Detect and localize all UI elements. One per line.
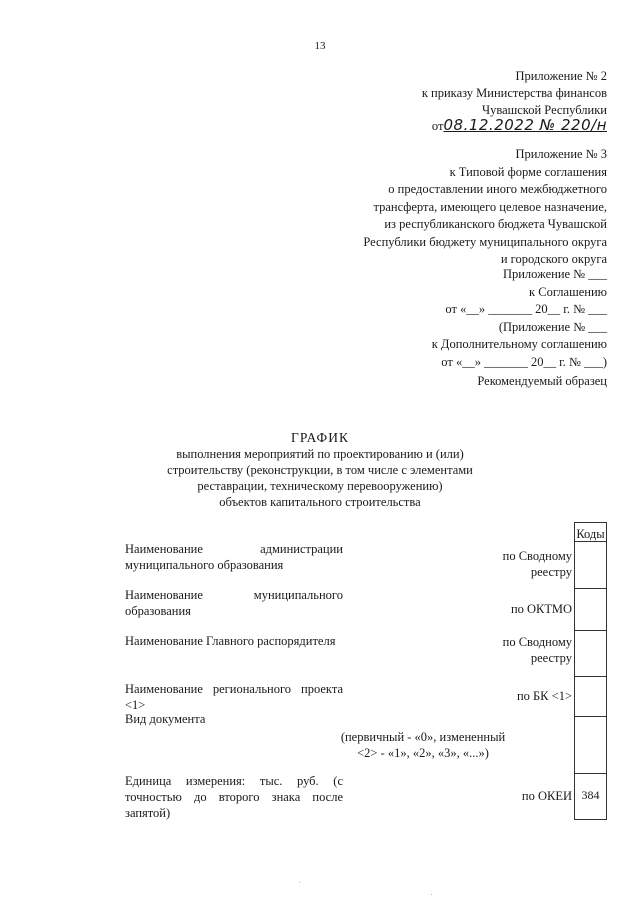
row-municipality-label: Наименование муниципального образования xyxy=(125,588,343,618)
codes-divider xyxy=(574,588,607,589)
order-date-prefix: от xyxy=(431,119,444,133)
codes-divider xyxy=(574,716,607,717)
order-republic-line: Чувашской Республики xyxy=(481,103,607,117)
codes-column xyxy=(574,522,607,820)
typical-form-appendix-block xyxy=(247,146,607,269)
scan-speck: · xyxy=(298,878,302,889)
row-unit-okei: по ОКЕИ xyxy=(521,789,572,803)
row-doctype-note: (первичный - «0», измененный <2> - «1», «2», «3», «...») xyxy=(340,730,506,760)
row-admin-registry: по Сводному реестру xyxy=(502,549,572,579)
typical-form-line-5: из республиканского бюджета Чувашской xyxy=(384,217,607,231)
typical-form-line-4: трансферта, имеющего целевое назначение, xyxy=(373,199,607,214)
title-line-2: строительству (реконструкции, в том числе с элементами xyxy=(167,463,473,477)
row-doctype-label: Вид документа xyxy=(125,712,206,726)
scan-speck: · xyxy=(430,890,434,901)
agreement-line-4: (Приложение № ___ xyxy=(498,319,607,334)
title-line-1: выполнения мероприятий по проектированию и (или) xyxy=(176,447,464,461)
typical-form-line-1: Приложение № 3 xyxy=(515,147,607,161)
order-appendix-block xyxy=(247,68,607,135)
codes-header: Коды xyxy=(576,527,605,541)
page-number: 13 xyxy=(314,40,326,52)
title-line-4: объектов капитального строительства xyxy=(219,495,421,509)
row-project-label: Наименование регионального проекта <1> xyxy=(125,682,343,712)
typical-form-line-6: Республики бюджету муниципального округа xyxy=(363,234,607,249)
order-appendix-title: Приложение № 2 xyxy=(515,69,607,83)
order-date-line xyxy=(247,117,607,135)
row-manager-registry: по Сводному реестру xyxy=(502,635,572,665)
agreement-line-5: к Дополнительному соглашению xyxy=(431,337,607,351)
agreement-line-6: от «__» _______ 20__ г. № ___) xyxy=(441,354,607,369)
agreement-line-3: от «__» _______ 20__ г. № ___ xyxy=(445,302,607,316)
typical-form-line-7: и городского округа xyxy=(500,252,607,266)
agreement-appendix-block xyxy=(247,266,607,371)
agreement-line-2: к Соглашению xyxy=(529,284,607,299)
codes-divider xyxy=(574,541,607,542)
agreement-line-1: Приложение № ___ xyxy=(502,267,607,281)
row-manager-label: Наименование Главного распорядителя xyxy=(125,634,336,648)
title-line-3: реставрации, техническому перевооружению) xyxy=(197,479,443,493)
document-title: ГРАФИК xyxy=(291,430,349,445)
row-project-bk: по БК <1> xyxy=(516,689,572,703)
handwritten-order-number: 08.12.2022 № 220/н xyxy=(443,116,607,134)
row-admin-label: Наименование администрации муниципального образования xyxy=(125,542,343,572)
recommended-sample-label: Рекомендуемый образец xyxy=(477,374,607,388)
codes-divider xyxy=(574,773,607,774)
row-municipality-oktmo: по ОКТМО xyxy=(510,602,572,616)
typical-form-line-2: к Типовой форме соглашения xyxy=(449,164,607,179)
typical-form-line-3: о предоставлении иного межбюджетного xyxy=(388,182,607,196)
row-unit-code[interactable]: 384 xyxy=(581,788,600,802)
order-ministry-line: к приказу Министерства финансов xyxy=(421,86,607,100)
codes-divider xyxy=(574,630,607,631)
codes-divider xyxy=(574,676,607,677)
document-title-block xyxy=(0,430,640,510)
row-unit-label: Единица измерения: тыс. руб. (с точностью до второго знака после запятой) xyxy=(125,774,343,820)
